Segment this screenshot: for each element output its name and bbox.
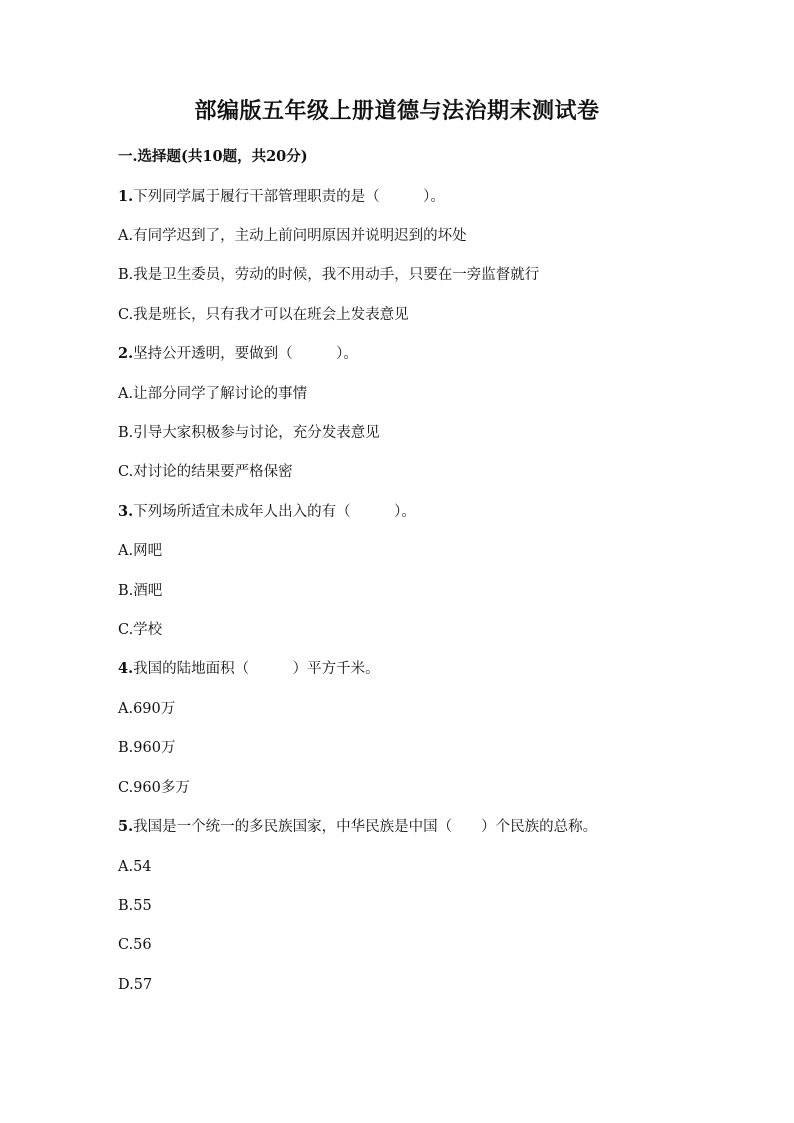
question-5-option-a: A.54: [118, 859, 152, 875]
question-number: 5.: [118, 818, 134, 835]
question-stem: 坚持公开透明，要做到（ ）。: [133, 346, 358, 362]
question-2: [118, 344, 358, 364]
question-number: 2.: [118, 345, 134, 362]
question-stem: 下列同学属于履行干部管理职责的是（ ）。: [133, 189, 445, 205]
question-5-option-c: C.56: [118, 937, 152, 953]
question-stem: 下列场所适宜未成年人出入的有（ ）。: [133, 504, 416, 520]
question-2-option-b: B.引导大家积极参与讨论，充分发表意见: [118, 425, 380, 441]
question-1: [118, 187, 445, 207]
question-3-option-a: A.网吧: [118, 543, 163, 559]
question-4-option-a: A.690万: [118, 701, 176, 717]
section-heading: 一.选择题(共10题，共20分): [118, 148, 308, 165]
question-3-option-c: C.学校: [118, 622, 163, 638]
question-2-option-c: C.对讨论的结果要严格保密: [118, 464, 293, 480]
question-number: 3.: [118, 503, 134, 520]
question-number: 1.: [118, 188, 134, 205]
question-1-option-b: B.我是卫生委员，劳动的时候，我不用动手，只要在一旁监督就行: [118, 267, 540, 283]
question-stem: 我国的陆地面积（ ）平方千米。: [133, 661, 380, 677]
question-3-option-b: B.酒吧: [118, 583, 163, 599]
question-4-option-b: B.960万: [118, 740, 176, 756]
question-stem: 我国是一个统一的多民族国家，中华民族是中国（ ）个民族的总称。: [133, 819, 598, 835]
question-4: [118, 659, 380, 679]
question-4-option-c: C.960多万: [118, 780, 190, 796]
question-5-option-b: B.55: [118, 898, 152, 914]
question-5: [118, 817, 597, 837]
page-title: 部编版五年级上册道德与法治期末测试卷: [194, 98, 600, 124]
question-1-option-c: C.我是班长，只有我才可以在班会上发表意见: [118, 307, 409, 323]
question-number: 4.: [118, 660, 134, 677]
question-5-option-d: D.57: [118, 977, 153, 993]
question-2-option-a: A.让部分同学了解讨论的事情: [118, 386, 308, 402]
question-1-option-a: A.有同学迟到了，主动上前问明原因并说明迟到的坏处: [118, 228, 467, 244]
question-3: [118, 502, 416, 522]
